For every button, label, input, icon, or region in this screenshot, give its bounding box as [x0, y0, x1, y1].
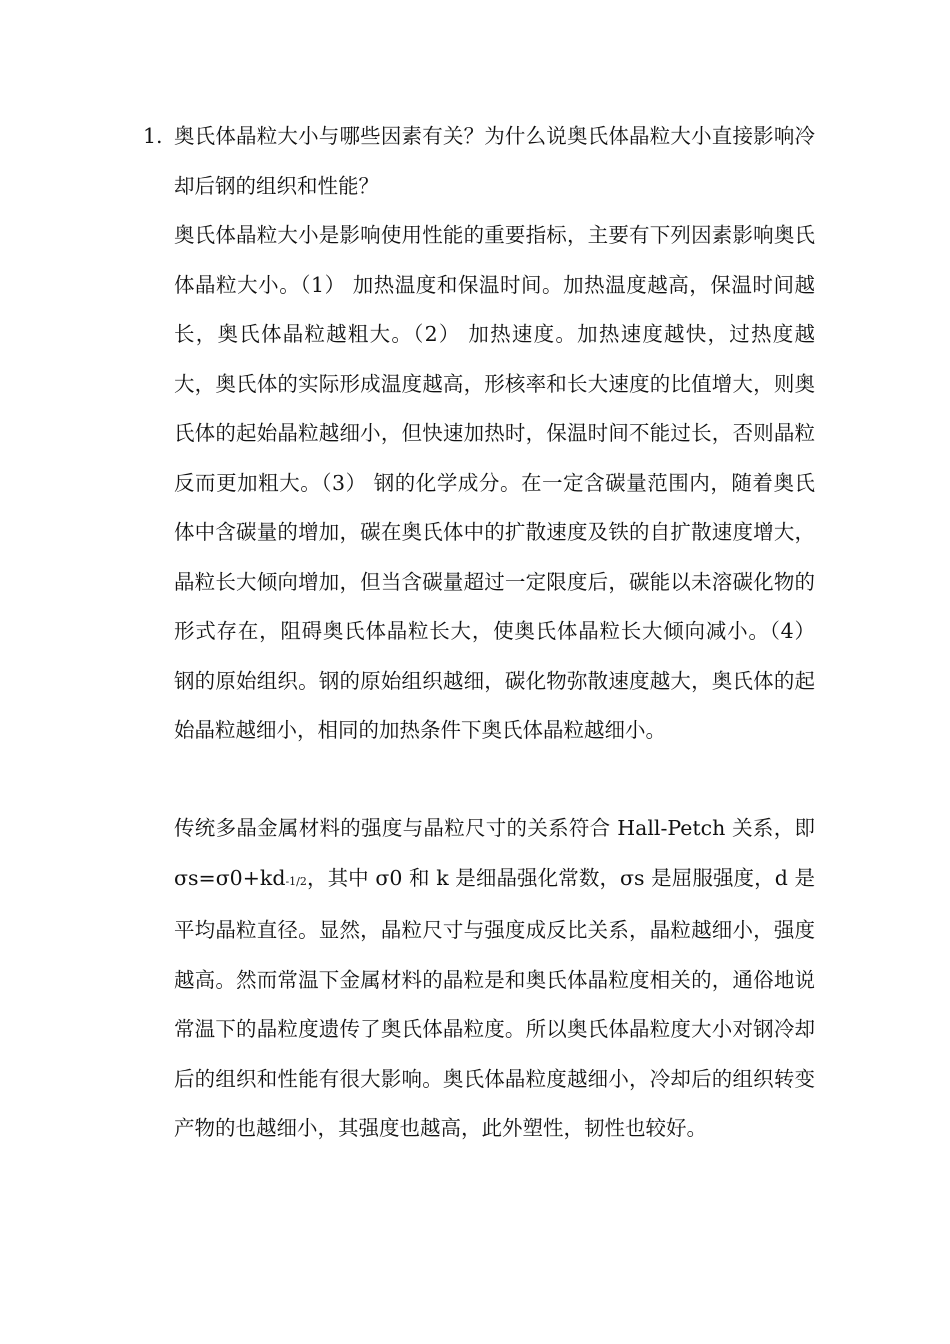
question-text: 奥氏体晶粒大小与哪些因素有关？为什么说奥氏体晶粒大小直接影响冷却后钢的组织和性能？	[174, 124, 815, 198]
question-block	[143, 112, 815, 211]
answer-paragraph-1: 奥氏体晶粒大小是影响使用性能的重要指标，主要有下列因素影响奥氏体晶粒大小。（1） 加热温度和保温时间。加热温度越高，保温时间越长，奥氏体晶粒越粗大。（2） 加热速度。加热速度越快，过热度越大，奥氏体的实际形成温度越高，形核率和长大速度的比值增大，则奥氏体的起始晶粒越细小，但快速加热时，保温时间不能过长，否则晶粒反而更加粗大。（3） 钢的化学成分。在一定含碳量范围内，随着奥氏体中含碳量的增加，碳在奥氏体中的扩散速度及铁的自扩散速度增大，晶粒长大倾向增加，但当含碳量超过一定限度后，碳能以未溶碳化物的形式存在，阻碍奥氏体晶粒长大，使奥氏体晶粒长大倾向减小。（4） 钢的原始组织。钢的原始组织越细，碳化物弥散速度越大，奥氏体的起始晶粒越细小，相同的加热条件下奥氏体晶粒越细小。	[174, 223, 815, 742]
question-number: 1.	[143, 124, 163, 148]
hall-petch-formula	[174, 866, 307, 890]
answer-paragraph-2	[174, 804, 815, 1154]
paragraph-2-body: ，其中 σ0 和 k 是细晶强化常数，σs 是屈服强度，d 是平均晶粒直径。显然，晶粒尺寸与强度成反比关系，晶粒越细小，强度越高。然而常温下金属材料的晶粒是和奥氏体晶粒度相关的，通俗地说常温下的晶粒度遗传了奥氏体晶粒度。所以奥氏体晶粒度大小对钢冷却后的组织和性能有很大影响。奥氏体晶粒度越细小，冷却后的组织转变产物的也越细小，其强度也越高，此外塑性，韧性也较好。	[174, 865, 815, 1140]
paragraph-2-intro: 传统多晶金属材料的强度与晶粒尺寸的关系符合 Hall-Petch 关系，即	[174, 816, 815, 840]
formula-main: σs=σ0+kd	[174, 865, 286, 890]
formula-exponent: -1/2	[285, 874, 307, 888]
